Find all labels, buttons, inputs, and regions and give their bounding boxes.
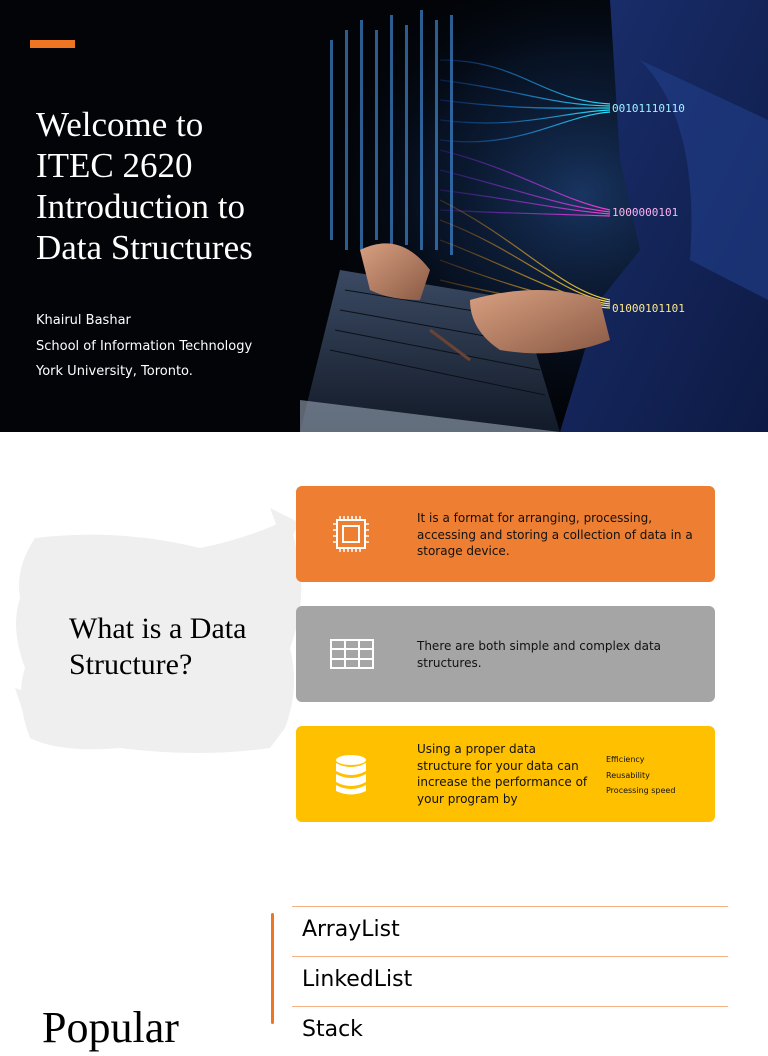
title-line: Structure? xyxy=(69,648,193,681)
slide-list xyxy=(0,896,768,1052)
benefit-item: Efficiency xyxy=(606,755,645,764)
data-structure-list xyxy=(292,906,728,1056)
slide-what-is xyxy=(0,448,768,880)
types-card xyxy=(296,606,715,702)
list-item xyxy=(292,1006,728,1056)
slide-title: Popular xyxy=(42,1003,179,1052)
slide-title xyxy=(69,611,299,683)
list-item-label: ArrayList xyxy=(302,917,400,942)
author-name: Khairul Bashar xyxy=(36,313,131,328)
performance-card xyxy=(296,726,715,822)
accent-line xyxy=(271,913,274,1024)
title-line: Introduction to xyxy=(36,187,245,226)
card-text: Using a proper data structure for your data can increase the performance of your program by xyxy=(417,742,588,806)
svg-text:1000000101: 1000000101 xyxy=(612,206,679,219)
benefit-item: Reusability xyxy=(606,770,650,780)
card-text: There are both simple and complex data structures. xyxy=(417,639,662,670)
table-grid-icon xyxy=(326,634,376,674)
title-line: What is a Data xyxy=(69,612,247,645)
list-item-label: Stack xyxy=(302,1017,363,1042)
svg-text:01000101101: 01000101101 xyxy=(612,302,685,315)
benefit-item: Processing speed xyxy=(606,786,676,795)
card-text: It is a format for arranging, processing, accessing and storing a collection of data in a storage device. xyxy=(417,511,693,558)
svg-text:00101110110: 00101110110 xyxy=(612,102,685,115)
processor-chip-icon xyxy=(326,514,376,554)
benefits-list xyxy=(606,752,675,799)
accent-bar xyxy=(30,40,75,48)
slide-title xyxy=(36,104,336,268)
title-line: ITEC 2620 xyxy=(36,146,193,185)
author-university: York University, Toronto. xyxy=(36,364,193,379)
list-item xyxy=(292,906,728,956)
list-item xyxy=(292,956,728,1006)
author-info xyxy=(36,308,252,385)
title-line: Welcome to xyxy=(36,105,204,144)
title-line: Data Structures xyxy=(36,228,253,267)
definition-card xyxy=(296,486,715,582)
author-department: School of Information Technology xyxy=(36,338,253,354)
slide-intro xyxy=(0,0,768,432)
list-item-label: LinkedList xyxy=(302,967,413,992)
database-icon xyxy=(326,750,376,798)
